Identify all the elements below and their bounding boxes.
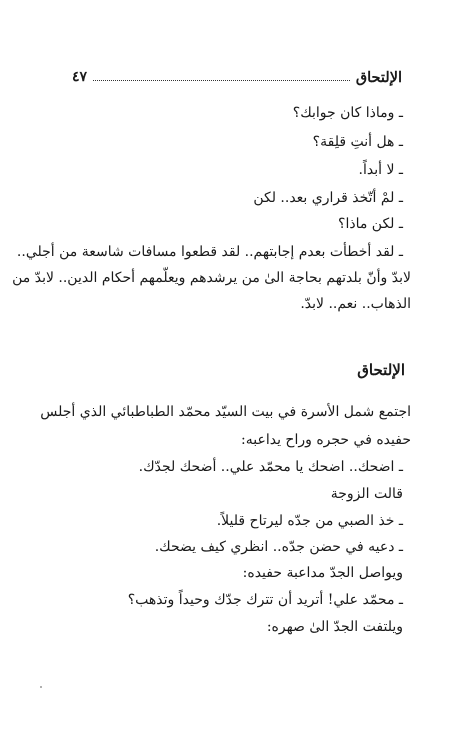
print-speck [40,686,42,688]
dialogue-line: ـ خذ الصبي من جدّه ليرتاح قليلاً. [216,513,403,529]
leader-dots [93,80,350,81]
running-header [72,66,402,88]
paragraph-line: لابدّ وأنّ بلدتهم بحاجة الىٰ من يرشدهم ويعلّمهم أحكام الدين.. لابدّ من [12,270,411,286]
dialogue-line: ـ اضحك.. اضحك يا محمّد علي.. أضحك لجدّك. [138,459,403,475]
narration-line: ويلتفت الجدّ الىٰ صهره: [266,619,403,635]
dialogue-line: ـ لا أبداً. [358,162,403,178]
dialogue-line: ـ لكن ماذا؟ [338,216,403,232]
running-header-title: الإلتحاق [355,68,402,86]
paragraph-line: الذهاب.. نعم.. لابدّ. [300,296,411,312]
dialogue-line: ـ محمّد علي! أتريد أن تترك جدّك وحيداً وتذهب؟ [127,592,403,608]
narration-line: ويواصل الجدّ مداعبة حفيده: [242,565,403,581]
narration-line: قالت الزوجة [330,486,403,502]
dialogue-line: ـ لمْ أتّخذ قراري بعد.. لكن [253,190,403,206]
paragraph-line: اجتمع شمل الأسرة في بيت السيّد محمّد الطباطبائي الذي أجلس [40,404,411,420]
page-number: ٤٧ [72,69,88,85]
paragraph-line: حفيده في حجره وراح يداعبه: [241,432,411,448]
dialogue-line: ـ دعيه في حضن جدّه.. انظري كيف يضحك. [154,539,403,555]
dialogue-line: ـ وماذا كان جوابك؟ [292,105,403,121]
dialogue-line: ـ هل أنتِ قلِقة؟ [312,134,403,150]
section-heading: الإلتحاق [357,361,405,379]
dialogue-line: ـ لقد أخطأت بعدم إجابتهم.. لقد قطعوا مسافات شاسعة من أجلي.. [16,244,403,260]
